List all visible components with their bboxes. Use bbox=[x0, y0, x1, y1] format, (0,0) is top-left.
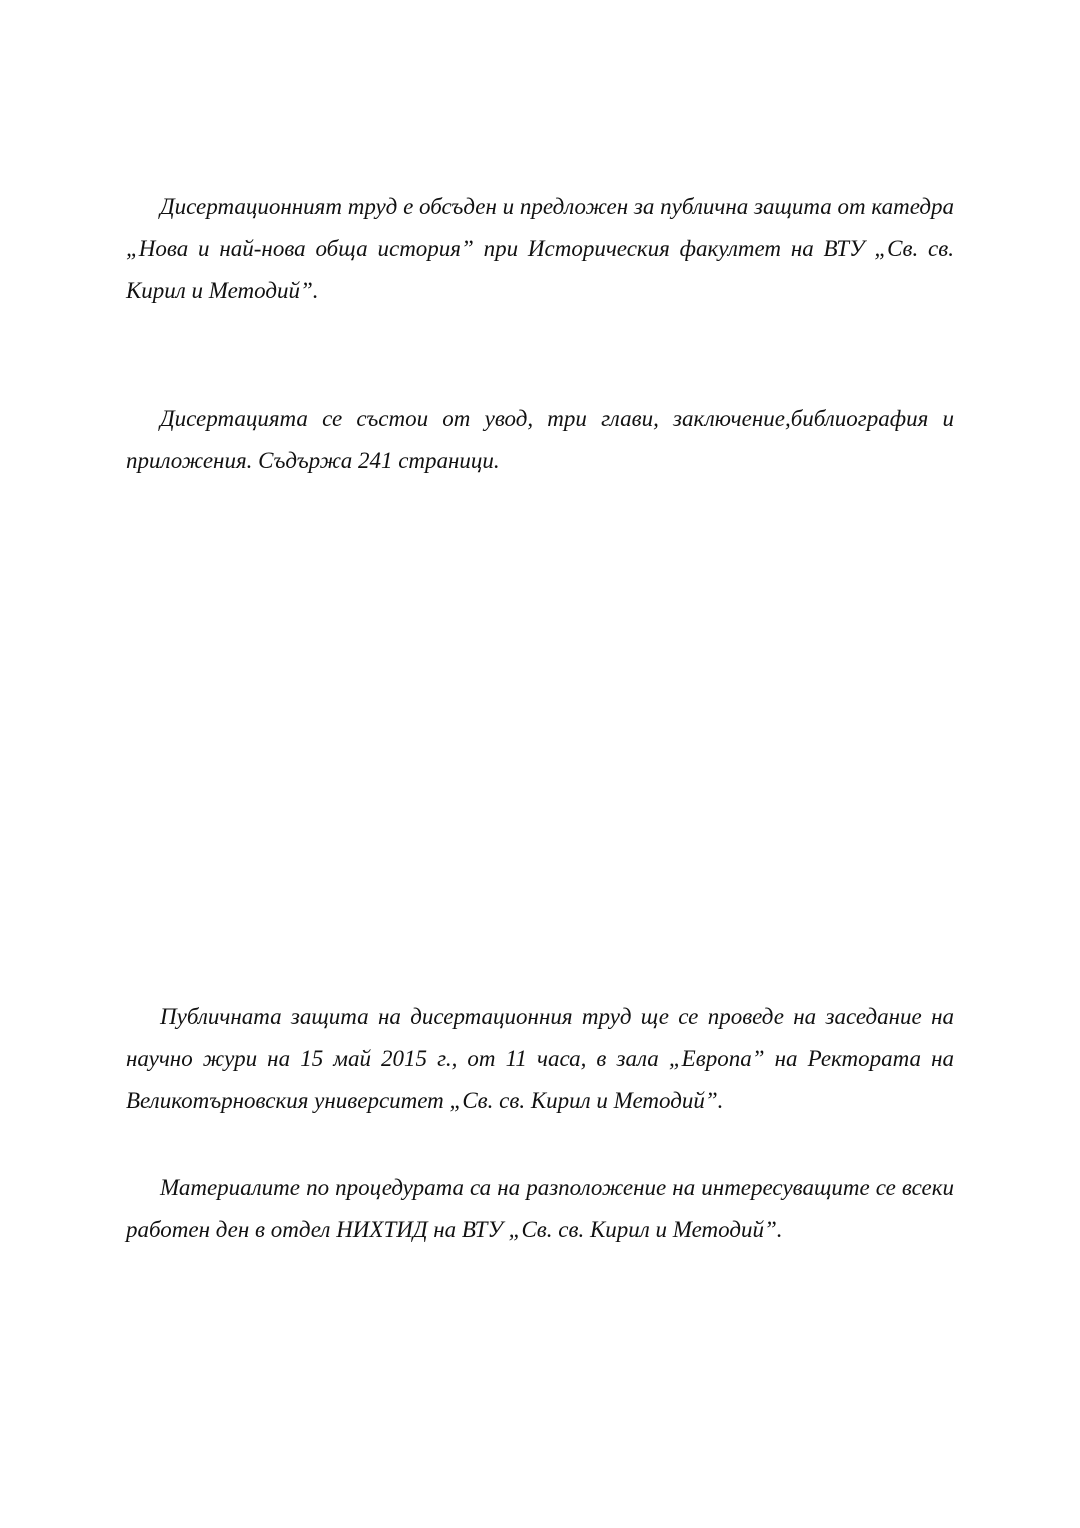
paragraph-materials: Материалите по процедурата са на разположение на интересуващите се всеки работен ден в отдел НИХТИД на ВТУ „Св. св. Кирил и Методий”. bbox=[126, 1175, 954, 1242]
paragraph-discussion: Дисертационният труд е обсъден и предложен за публична защита от катедра „Нова и най-нова обща история” при Историческия факултет на ВТУ „Св. св. Кирил и Методий”. bbox=[126, 194, 954, 303]
paragraph-public-defense: Публичната защита на дисертационния труд ще се проведе на заседание на научно жури на 15 май 2015 г., от 11 часа, в зала „Европа” на Ректората на Великотърновския университет „Св. св. Кирил и Методий”. bbox=[126, 1004, 954, 1113]
paragraph-structure: Дисертацията се състои от увод, три глави, заключение,библиография и приложения. Съдържа 241 страници. bbox=[126, 406, 954, 473]
